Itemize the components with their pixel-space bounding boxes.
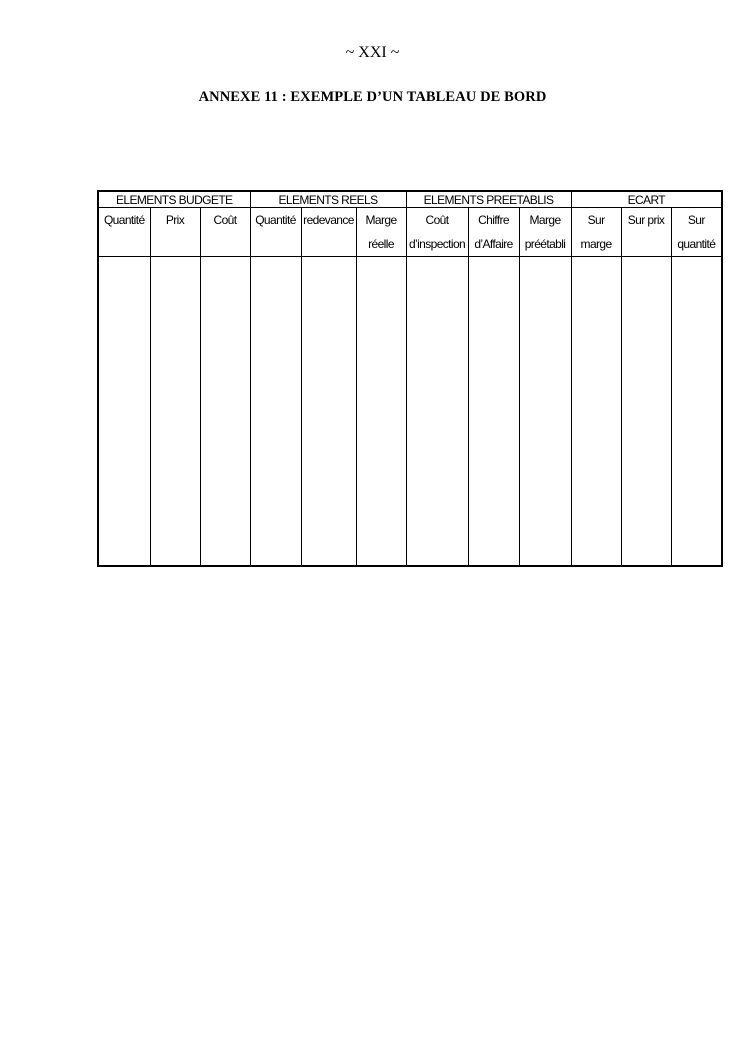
- table-cell: [301, 257, 356, 567]
- column-header: [200, 208, 250, 257]
- column-header-line2: marge: [580, 237, 612, 251]
- column-header-line1: Marge: [365, 213, 397, 227]
- column-header: [356, 208, 406, 257]
- column-header: [571, 208, 621, 257]
- column-header: [301, 208, 356, 257]
- column-header-line1: Quantité: [103, 213, 145, 227]
- column-header-line2: quantité: [677, 237, 716, 251]
- column-header-line1: Sur prix: [627, 213, 665, 227]
- table-cell: [200, 257, 250, 567]
- column-header-line2: préétabli: [524, 237, 566, 251]
- column-header-line2: réelle: [368, 237, 394, 251]
- table-body-row: [98, 257, 722, 567]
- dashboard-table: [97, 190, 723, 567]
- column-header-line1: Sur: [587, 213, 605, 227]
- column-header: [671, 208, 722, 257]
- table-cell: [150, 257, 200, 567]
- column-header: [98, 208, 150, 257]
- column-header-line1: Coût: [425, 213, 449, 227]
- column-header: [468, 208, 519, 257]
- column-header: [150, 208, 200, 257]
- column-header-line1: Marge: [529, 213, 561, 227]
- column-header-row: [98, 208, 722, 257]
- column-header: [621, 208, 671, 257]
- table-cell: [671, 257, 722, 567]
- column-header: [406, 208, 468, 257]
- table-cell: [356, 257, 406, 567]
- table-cell: [98, 257, 150, 567]
- column-header: [519, 208, 571, 257]
- table-cell: [250, 257, 301, 567]
- group-header-budgete: ELEMENTS BUDGETE: [98, 191, 250, 208]
- annex-title: ANNEXE 11 : EXEMPLE D’UN TABLEAU DE BORD: [198, 89, 547, 105]
- group-header-reels: ELEMENTS REELS: [250, 191, 406, 208]
- column-header-line2: d’Affaire: [474, 237, 513, 251]
- group-header-preetablis: ELEMENTS PREETABLIS: [406, 191, 571, 208]
- group-header-row: [98, 191, 722, 208]
- column-header-line1: Coût: [213, 213, 237, 227]
- column-header-line1: redevance: [303, 213, 354, 227]
- column-header: [250, 208, 301, 257]
- table-cell: [519, 257, 571, 567]
- table-cell: [406, 257, 468, 567]
- table-cell: [621, 257, 671, 567]
- column-header-line2: d’inspection: [408, 237, 466, 251]
- table-cell: [468, 257, 519, 567]
- column-header-line1: Quantité: [255, 213, 296, 227]
- column-header-line1: Prix: [165, 213, 185, 227]
- table-cell: [571, 257, 621, 567]
- group-header-ecart: ECART: [571, 191, 722, 208]
- page-number: ~ XXI ~: [345, 44, 400, 61]
- column-header-line1: Chiffre: [478, 213, 509, 227]
- column-header-line1: Sur: [687, 213, 705, 227]
